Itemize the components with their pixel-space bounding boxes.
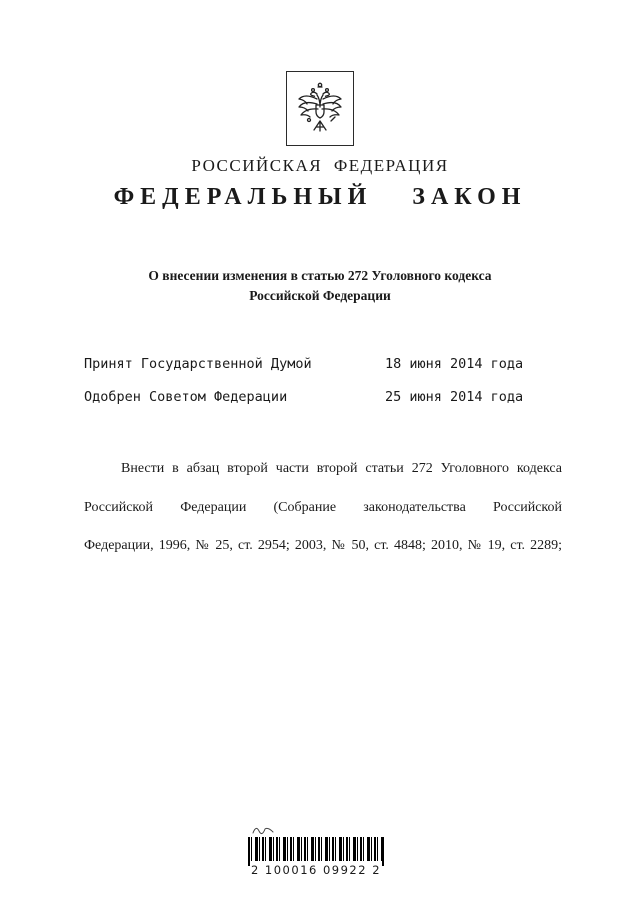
coat-of-arms-box bbox=[286, 71, 354, 146]
body-paragraph bbox=[84, 450, 562, 566]
barcode-bars bbox=[248, 837, 384, 861]
subject-line-1: О внесении изменения в статью 272 Уголовного кодекса bbox=[148, 268, 492, 283]
subject-line-2: Российской Федерации bbox=[249, 288, 391, 303]
barcode-digits: 2 100016 09922 2 bbox=[250, 863, 382, 877]
body-line: Внести в абзац второй части второй статьи 272 Уголовного кодекса bbox=[121, 461, 562, 476]
adopted-label: Принят Государственной Думой bbox=[84, 356, 312, 372]
body-line: Федерации, 1996, № 25, ст. 2954; 2003, № 50, ст. 4848; 2010, № 19, ст. 2289; bbox=[84, 538, 562, 553]
adopted-date: 18 июня 2014 года bbox=[385, 356, 524, 372]
adopted-row bbox=[84, 356, 562, 374]
body-line: Российской Федерации (Собрание законодательства Российской bbox=[84, 499, 562, 515]
approved-label: Одобрен Советом Федерации bbox=[84, 389, 288, 405]
handwritten-mark-icon bbox=[252, 824, 274, 836]
law-subject-title bbox=[0, 266, 640, 306]
country-title: РОССИЙСКАЯ ФЕДЕРАЦИЯ bbox=[191, 156, 449, 175]
document-type-title: ФЕДЕРАЛЬНЫЙ ЗАКОН bbox=[113, 184, 527, 210]
approved-date: 25 июня 2014 года bbox=[385, 389, 524, 405]
approved-row bbox=[84, 389, 562, 407]
barcode bbox=[240, 837, 392, 877]
russian-coat-of-arms-icon bbox=[297, 81, 343, 137]
